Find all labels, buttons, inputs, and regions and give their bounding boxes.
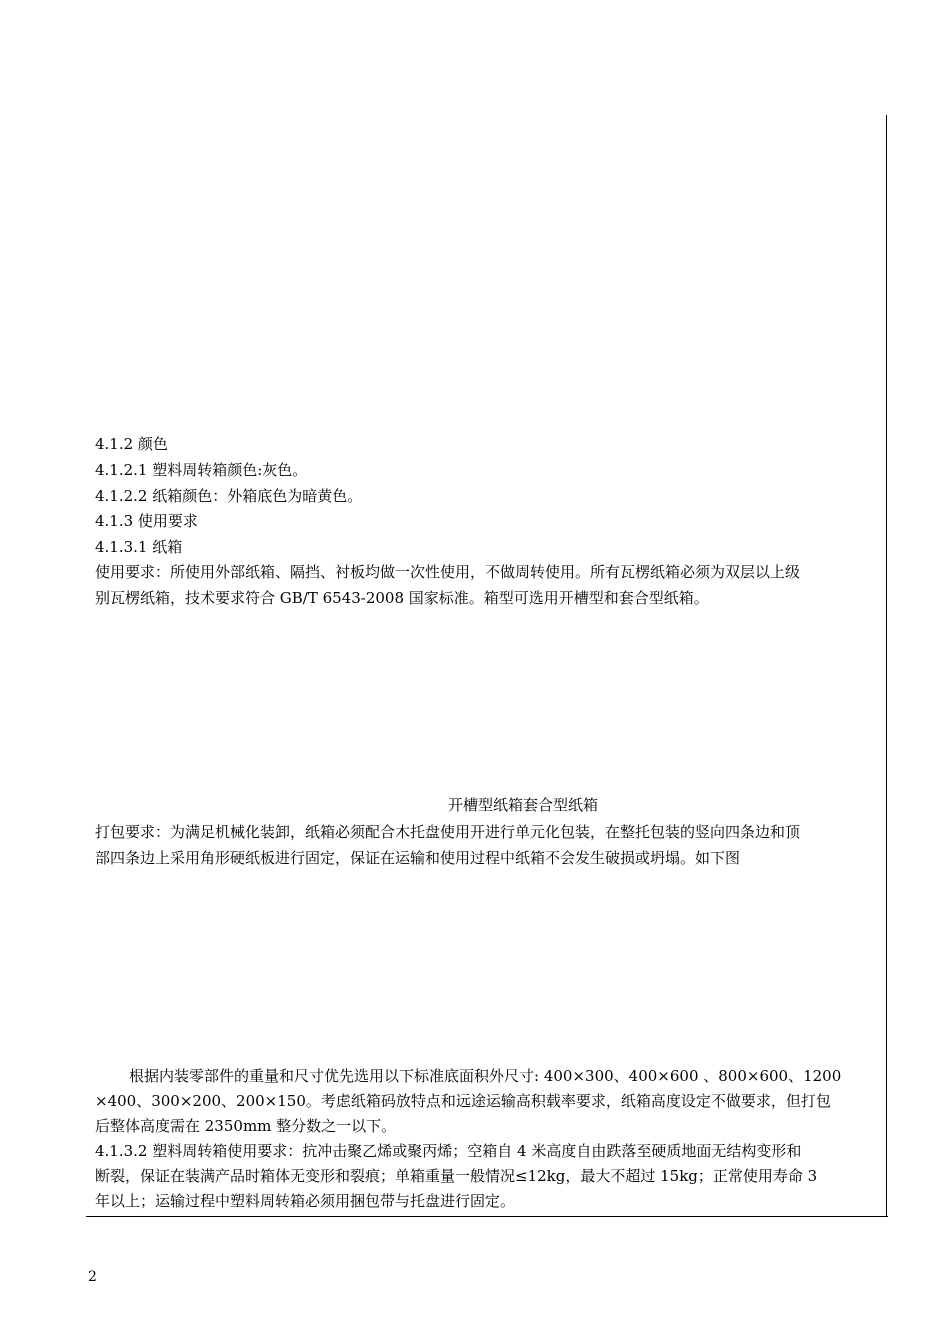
page-number: 2 (88, 1269, 97, 1285)
heading-4-1-2-1: 4.1.2.1 塑料周转箱颜色:灰色。 (95, 461, 308, 479)
plastic-box-requirements-line-2: 断裂，保证在装满产品时箱体无变形和裂痕；单箱重量一般情况≤12kg，最大不超过 15kg；正常使用寿命 3 (95, 1167, 818, 1185)
plastic-box-requirements-line-1: 4.1.3.2 塑料周转箱使用要求：抗冲击聚乙烯或聚丙烯；空箱自 4 米高度自由跌落至硬质地面无结构变形和 (95, 1142, 802, 1160)
plastic-box-requirements-line-3: 年以上；运输过程中塑料周转箱必须用捆包带与托盘进行固定。 (95, 1192, 516, 1210)
page-frame-right-rule (886, 115, 887, 1217)
usage-requirements-line-1: 使用要求：所使用外部纸箱、隔挡、衬板均做一次性使用，不做周转使用。所有瓦楞纸箱必须为双层以上级 (95, 563, 801, 581)
standard-sizes-line-2: ×400、300×200、200×150。考虑纸箱码放特点和远途运输高积载率要求，纸箱高度设定不做要求，但打包 (95, 1092, 831, 1110)
standard-sizes-line-1: 根据内装零部件的重量和尺寸优先选用以下标准底面积外尺寸: 400×300、400×600 、800×600、1200 (129, 1067, 842, 1085)
heading-4-1-3: 4.1.3 使用要求 (95, 512, 198, 530)
page-frame-bottom-rule (86, 1216, 888, 1217)
standard-sizes-line-3: 后整体高度需在 2350mm 整分数之一以下。 (95, 1117, 397, 1135)
heading-4-1-2: 4.1.2 颜色 (95, 435, 168, 453)
packing-requirements-line-1: 打包要求：为满足机械化装卸，纸箱必须配合木托盘使用开进行单元化包装，在整托包装的竖向四条边和顶 (95, 823, 801, 841)
heading-4-1-3-1: 4.1.3.1 纸箱 (95, 538, 183, 556)
figure-caption: 开槽型纸箱套合型纸箱 (447, 796, 598, 814)
usage-requirements-line-2: 别瓦楞纸箱，技术要求符合 GB/T 6543-2008 国家标准。箱型可选用开槽型和套合型纸箱。 (95, 589, 709, 607)
heading-4-1-2-2: 4.1.2.2 纸箱颜色：外箱底色为暗黄色。 (95, 487, 363, 505)
packing-requirements-line-2: 部四条边上采用角形硬纸板进行固定，保证在运输和使用过程中纸箱不会发生破损或坍塌。如下图 (95, 849, 741, 867)
